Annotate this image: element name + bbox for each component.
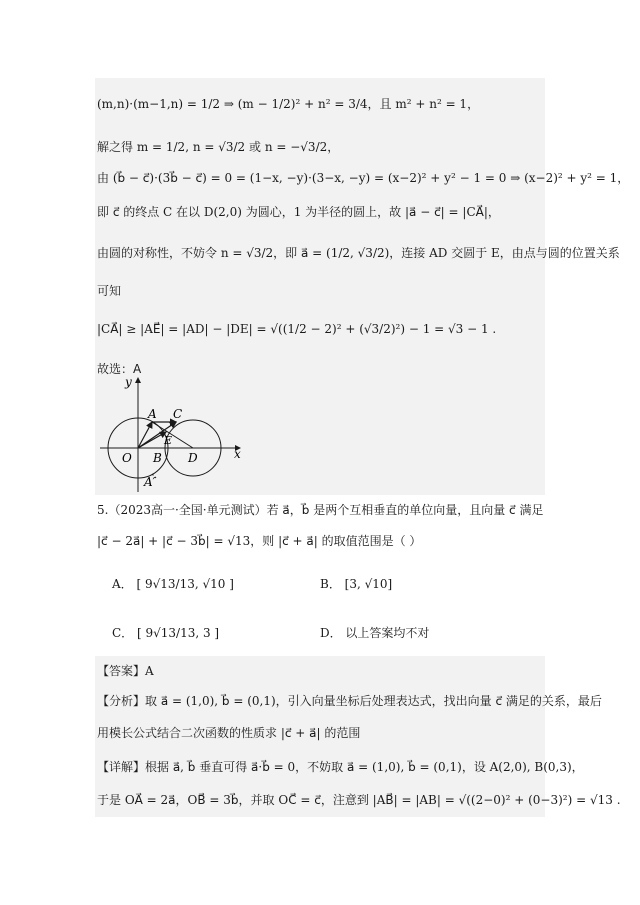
- label-c: C: [173, 407, 183, 421]
- solution-line-4: 即 c⃗ 的终点 C 在以 D(2,0) 为圆心，1 为半径的圆上，故 |a⃗ − c⃗| = |CA⃗|，: [97, 205, 500, 219]
- label-b: B: [153, 451, 162, 465]
- solution-line-2: 解之得 m = 1/2, n = √3/2 或 n = −√3/2，: [97, 140, 340, 154]
- solution-line-5: 由圆的对称性，不妨令 n = √3/2，即 a⃗ = (1/2, √3/2)，连接 AD 交圆于 E，由点与圆的位置关系: [97, 246, 620, 260]
- label-x: x: [234, 447, 241, 461]
- label-a: A: [148, 407, 157, 421]
- label-e: E: [164, 434, 173, 447]
- geometry-figure: [100, 372, 250, 494]
- label-a-prime: A′: [144, 475, 156, 489]
- question-condition: |c⃗ − 2a⃗| + |c⃗ − 3b⃗| = √13，则 |c⃗ + a⃗| 的取值范围是（ ）: [97, 534, 422, 548]
- detail-line-2: 于是 OA⃗ = 2a⃗，OB⃗ = 3b⃗，并取 OC⃗ = c⃗，注意到 |AB⃗| = |AB| = √((2−0)² + (0−3)²) = √13 .: [97, 793, 621, 807]
- analysis-line-1: 【分析】取 a⃗ = (1,0), b⃗ = (0,1)，引入向量坐标后处理表达式，找出向量 c⃗ 满足的关系，最后: [97, 694, 602, 708]
- label-d: D: [188, 451, 198, 465]
- option-a[interactable]: A． [ 9√13/13, √10 ]: [112, 577, 234, 591]
- segment-ad: [152, 422, 193, 448]
- answer-line: 【答案】A: [97, 664, 154, 678]
- solution-line-6: 可知: [97, 284, 122, 298]
- solution-line-7: |CA⃗| ≥ |AE⃗| = |AD| − |DE| = √((1/2 − 2)² + (√3/2)²) − 1 = √3 − 1 .: [97, 322, 497, 336]
- option-c[interactable]: C． [ 9√13/13, 3 ]: [112, 626, 220, 640]
- solution-line-1: (m,n)·(m−1,n) = 1/2 ⇒ (m − 1/2)² + n² = 3/4，且 m² + n² = 1，: [97, 97, 480, 111]
- conclusion-text: 故选：A: [97, 362, 142, 376]
- label-y: y: [125, 375, 132, 389]
- option-b[interactable]: B． [3, √10]: [320, 577, 393, 591]
- detail-line-1: 【详解】根据 a⃗, b⃗ 垂直可得 a⃗·b⃗ = 0，不妨取 a⃗ = (1,0), b⃗ = (0,1)，设 A(2,0), B(0,3)，: [97, 760, 584, 774]
- question-stem: 5.（2023高一·全国·单元测试）若 a⃗，b⃗ 是两个互相垂直的单位向量，且向量 c⃗ 满足: [97, 503, 544, 517]
- option-d[interactable]: D． 以上答案均不对: [320, 626, 430, 640]
- label-o: O: [122, 451, 132, 465]
- solution-line-3: 由 (b⃗ − c⃗)·(3b⃗ − c⃗) = 0 = (1−x, −y)·(3−x, −y) = (x−2)² + y² − 1 = 0 ⇒ (x−2)² + y² = 1，: [97, 171, 630, 185]
- analysis-line-2: 用模长公式结合二次函数的性质求 |c⃗ + a⃗| 的范围: [97, 726, 361, 740]
